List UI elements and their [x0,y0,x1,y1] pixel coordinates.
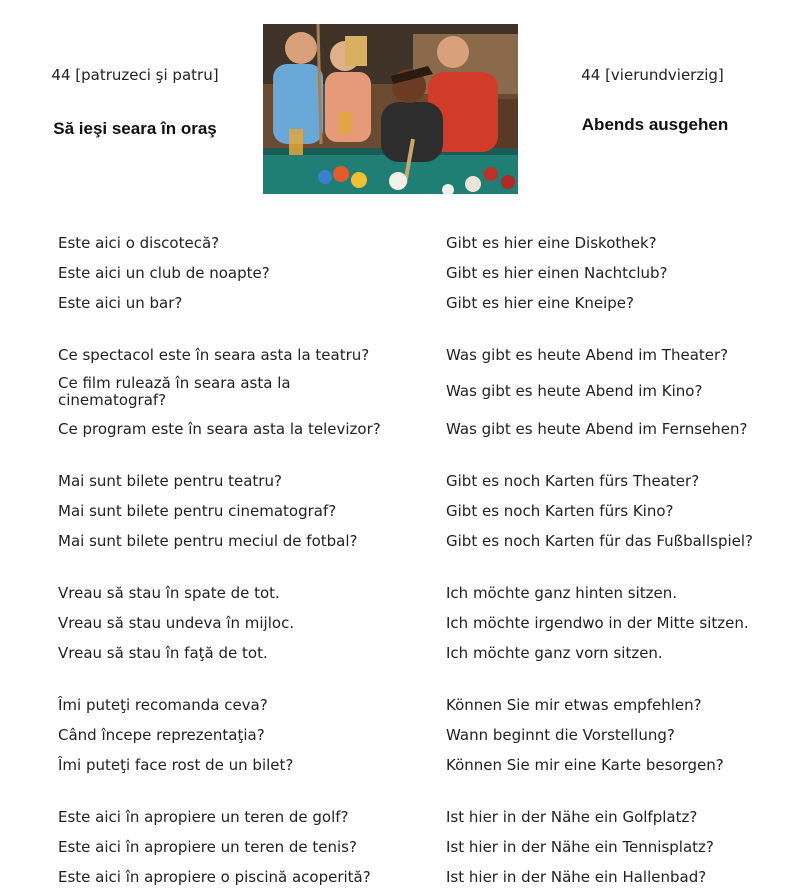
phrase-de: Was gibt es heute Abend im Theater? [446,346,729,364]
phrase-ro: Ce program este în seara asta la televizor? [58,420,381,438]
phrase-ro: Îmi puteţi recomanda ceva? [58,696,268,714]
phrase-de: Wann beginnt die Vorstellung? [446,726,675,744]
phrase-ro: Vreau să stau undeva în mijloc. [58,614,295,632]
phrase-de: Ist hier in der Nähe ein Hallenbad? [446,868,707,886]
phrase-ro: Este aici în apropiere un teren de golf? [58,808,349,826]
phrase-de: Ich möchte irgendwo in der Mitte sitzen. [446,614,749,632]
phrase-de: Gibt es hier einen Nachtclub? [446,264,668,282]
phrase-ro: Mai sunt bilete pentru meciul de fotbal? [58,532,358,550]
phrase-ro: Mai sunt bilete pentru teatru? [58,472,282,490]
lesson-number-ro: 44 [patruzeci şi patru] [51,66,219,84]
phrase-de: Was gibt es heute Abend im Kino? [446,382,703,400]
phrase-de: Können Sie mir eine Karte besorgen? [446,756,724,774]
phrase-ro: Este aici un bar? [58,294,183,312]
phrase-de: Gibt es hier eine Diskothek? [446,234,657,252]
phrase-ro: Îmi puteţi face rost de un bilet? [58,756,294,774]
phrase-ro: Ce spectacol este în seara asta la teatru? [58,346,370,364]
phrase-ro: Vreau să stau în faţă de tot. [58,644,268,662]
phrase-de: Was gibt es heute Abend im Fernsehen? [446,420,748,438]
phrase-de: Ich möchte ganz hinten sitzen. [446,584,678,602]
phrase-ro: Mai sunt bilete pentru cinematograf? [58,502,337,520]
phrase-de: Gibt es noch Karten fürs Theater? [446,472,700,490]
phrase-de: Ist hier in der Nähe ein Tennisplatz? [446,838,714,856]
phrase-de: Können Sie mir etwas empfehlen? [446,696,702,714]
phrase-ro: Vreau să stau în spate de tot. [58,584,280,602]
phrase-ro: Este aici o discotecă? [58,234,220,252]
phrase-ro: Este aici în apropiere o piscină acoperită? [58,868,371,886]
lesson-title-de: Abends ausgehen [581,115,729,134]
lesson-number-de: 44 [vierundvierzig] [581,66,724,84]
lesson-title-ro: Să ieşi seara în oraş [53,119,217,138]
phrase-ro: Este aici în apropiere un teren de tenis? [58,838,357,856]
phrase-ro: Ce film rulează în seara asta la cinematograf? [58,374,291,409]
phrase-de: Ist hier in der Nähe ein Golfplatz? [446,808,698,826]
phrase-de: Gibt es hier eine Kneipe? [446,294,634,312]
phrase-de: Gibt es noch Karten fürs Kino? [446,502,674,520]
phrase-ro: Este aici un club de noapte? [58,264,270,282]
phrase-de: Gibt es noch Karten für das Fußballspiel? [446,532,753,550]
phrase-de: Ich möchte ganz vorn sitzen. [446,644,663,662]
phrase-ro: Când începe reprezentaţia? [58,726,265,744]
